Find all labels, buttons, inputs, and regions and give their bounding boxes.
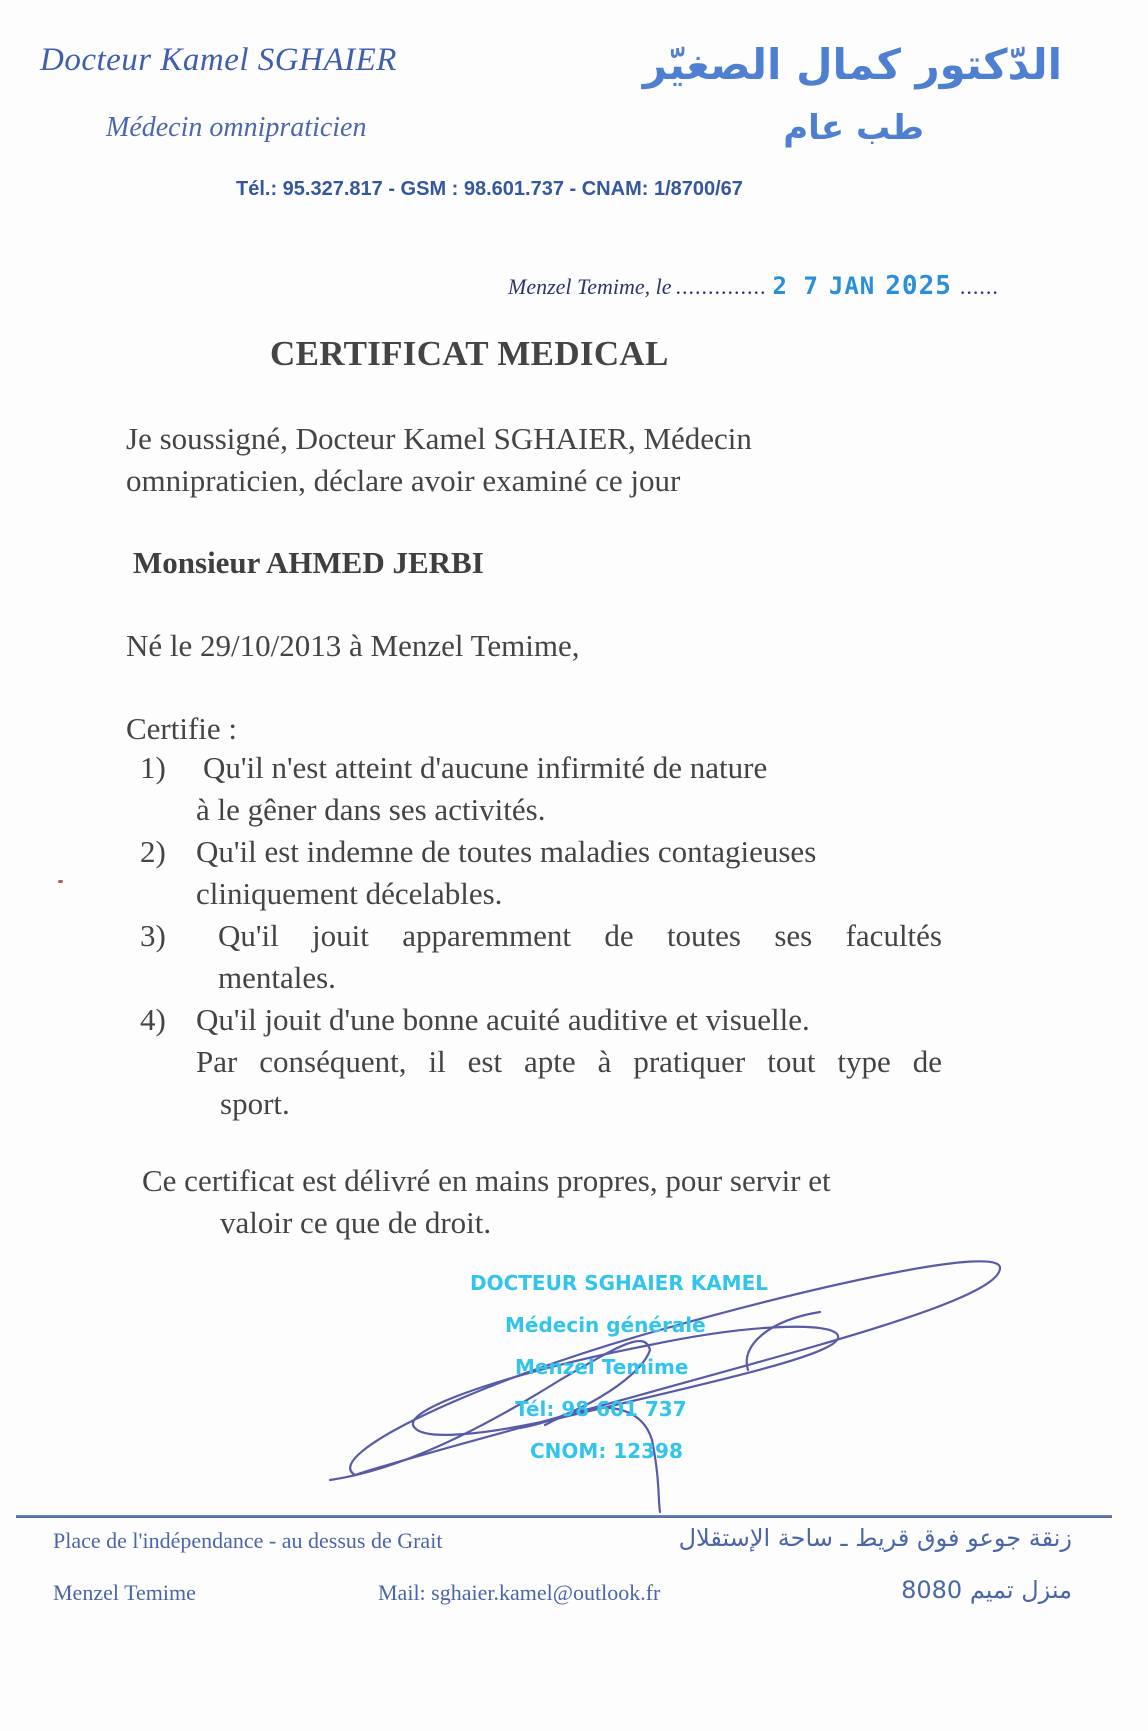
- specialty-fr: Médecin omnipraticien: [106, 112, 367, 143]
- footer-address-ar: زنقة جوعو فوق قريط ـ ساحة الإستقلال: [678, 1524, 1072, 1552]
- intro-line-1: Je soussigné, Docteur Kamel SGHAIER, Médecin: [126, 421, 752, 456]
- stamp-line-2: Médecin générale: [505, 1313, 706, 1337]
- doctor-stamp: [470, 1271, 768, 1463]
- item-3-number: 3): [140, 918, 166, 953]
- dateline-place: Menzel Temime, le: [508, 274, 672, 299]
- stamp-line-4: Tél: 98 601 737: [515, 1397, 687, 1421]
- item-2-line-1: Qu'il est indemne de toutes maladies contagieuses: [196, 834, 817, 869]
- footer-address-fr: Place de l'indépendance - au dessus de Grait: [53, 1528, 443, 1553]
- footer-city-fr: Menzel Temime: [53, 1580, 196, 1605]
- stamp-line-3: Menzel Temime: [515, 1355, 689, 1379]
- stamp-line-1: DOCTEUR SGHAIER KAMEL: [470, 1271, 768, 1295]
- certifie-label: Certifie :: [126, 711, 238, 746]
- date-stamp-year: 2025: [885, 271, 952, 301]
- birth-info: Né le 29/10/2013 à Menzel Temime,: [126, 628, 580, 663]
- item-4-number: 4): [140, 1002, 166, 1037]
- certificate-title: CERTIFICAT MEDICAL: [270, 334, 669, 373]
- patient-name: Monsieur AHMED JERBI: [133, 545, 484, 580]
- item-4-line-1: Qu'il jouit d'une bonne acuité auditive et visuelle.: [196, 1002, 810, 1037]
- closing-line-1: Ce certificat est délivré en mains propres, pour servir et: [142, 1163, 831, 1198]
- date-stamp-day: 2 7: [772, 272, 819, 300]
- item-4-line-3: sport.: [220, 1086, 290, 1121]
- date-stamp-month: JAN: [828, 272, 876, 300]
- dotted-fill-end: ......: [959, 274, 999, 299]
- footer-divider: [16, 1515, 1112, 1518]
- item-3-line-2: mentales.: [218, 960, 336, 995]
- item-1-number: 1): [140, 750, 166, 785]
- stamp-line-5: CNOM: 12398: [530, 1439, 683, 1463]
- item-1-line-2: à le gêner dans ses activités.: [196, 792, 546, 827]
- closing-line-2: valoir ce que de droit.: [220, 1205, 492, 1240]
- intro-line-2: omnipraticien, déclare avoir examiné ce jour: [126, 463, 681, 498]
- item-2-number: 2): [140, 834, 166, 869]
- item-3-line-1: Qu'il jouit apparemment de toutes ses facultés: [218, 918, 942, 953]
- item-4-line-2: Par conséquent, il est apte à pratiquer tout type de: [196, 1044, 942, 1079]
- handwritten-signature: [330, 1261, 1000, 1512]
- item-1-line-1: Qu'il n'est atteint d'aucune infirmité de nature: [203, 750, 768, 785]
- doctor-name-fr: Docteur Kamel SGHAIER: [40, 42, 397, 78]
- contact-line: Tél.: 95.327.817 - GSM : 98.601.737 - CNAM: 1/8700/67: [236, 178, 743, 200]
- doctor-name-ar: الدّكتور كمال الصغيّر: [642, 40, 1062, 89]
- footer-city-ar: منزل تميم 8080: [901, 1576, 1072, 1604]
- footer-email[interactable]: Mail: sghaier.kamel@outlook.fr: [378, 1580, 661, 1605]
- specialty-ar: طب عام: [783, 108, 924, 148]
- item-2-line-2: cliniquement décelables.: [196, 876, 503, 911]
- dotted-fill: ..............: [675, 274, 767, 299]
